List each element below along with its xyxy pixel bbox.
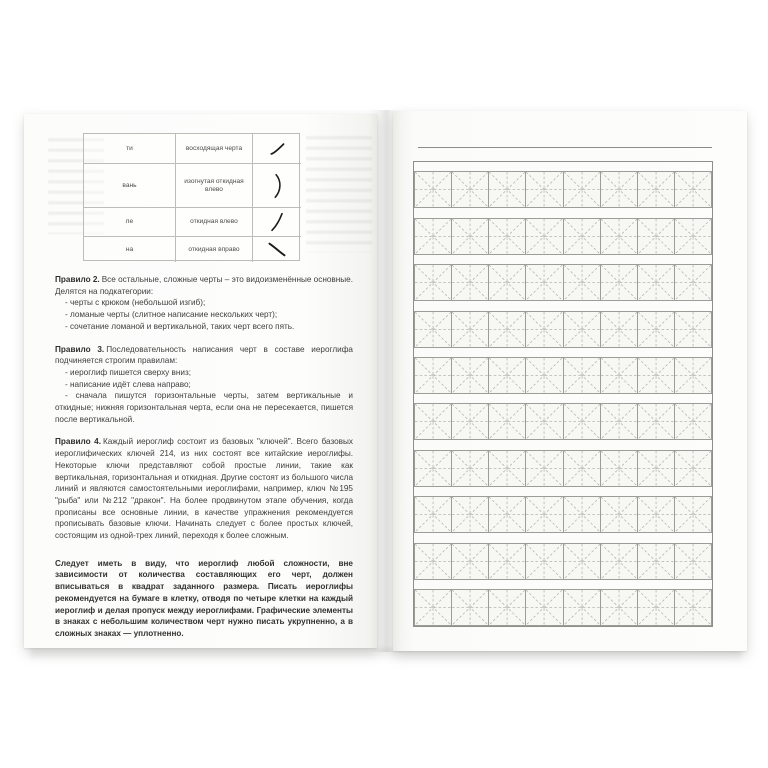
practice-cell — [525, 311, 563, 348]
practice-cell — [600, 218, 638, 255]
stroke-table — [83, 133, 300, 261]
practice-cell — [525, 171, 563, 208]
practice-cell — [674, 403, 712, 440]
practice-cell — [525, 589, 563, 626]
practice-cell — [414, 171, 452, 208]
practice-cell — [451, 496, 489, 533]
practice-cell — [414, 311, 452, 348]
practice-cell — [674, 264, 712, 301]
practice-cell — [451, 311, 489, 348]
practice-cell — [414, 450, 452, 487]
practice-cell — [637, 171, 675, 208]
practice-cell — [451, 218, 489, 255]
practice-cell — [525, 264, 563, 301]
practice-cell — [488, 264, 526, 301]
bullet-item: - написание идёт слева направо; — [65, 379, 191, 389]
grid-spacer-band — [414, 580, 712, 589]
practice-cell — [414, 403, 452, 440]
practice-cell — [637, 311, 675, 348]
practice-cell — [674, 218, 712, 255]
practice-cell — [563, 218, 601, 255]
left-page — [24, 114, 377, 648]
practice-cell — [451, 543, 489, 580]
rule-3-body: Последовательность написания черт в составе иероглифа подчиняется строгим правилам: — [55, 344, 353, 366]
note-paragraph — [55, 558, 353, 640]
practice-cell — [488, 218, 526, 255]
practice-cell — [488, 403, 526, 440]
practice-cell — [600, 496, 638, 533]
curved-left-falling-stroke-icon — [270, 173, 284, 199]
practice-cell — [600, 171, 638, 208]
practice-cell — [600, 403, 638, 440]
practice-cell — [637, 589, 675, 626]
practice-cell — [637, 403, 675, 440]
practice-row — [414, 496, 712, 533]
practice-cell — [451, 357, 489, 394]
practice-cell — [414, 589, 452, 626]
stroke-description-cell: откидная влево — [176, 208, 253, 237]
practice-cell — [600, 357, 638, 394]
stroke-description-cell: изогнутая откидная влево — [176, 164, 253, 208]
practice-cell — [451, 450, 489, 487]
practice-cell — [525, 543, 563, 580]
practice-cell — [563, 543, 601, 580]
rules-text-column — [55, 274, 353, 651]
stroke-glyph-cell — [253, 208, 301, 237]
practice-row — [414, 589, 712, 626]
grid-spacer-band — [414, 255, 712, 264]
practice-cell — [414, 496, 452, 533]
practice-cell — [600, 543, 638, 580]
stroke-glyph-cell — [253, 134, 301, 164]
practice-cell — [525, 450, 563, 487]
practice-cell — [674, 357, 712, 394]
practice-cell — [600, 450, 638, 487]
practice-cell — [488, 496, 526, 533]
stroke-glyph-cell — [253, 164, 301, 208]
practice-cell — [525, 496, 563, 533]
rule-4-body: Каждый иероглиф состоит из базовых "ключей". Всего базовых иероглифических ключей 214, из них состоят все китайские иероглифы. Некоторые ключи представляют собой простые линии, такие как вертикальная, горизонтальная и откидная. Другие состоят из большого числа линий и являются самостоятельными иероглифами, например, ключ №195 "рыба" или №212 "дракон". На более продвинутом этапе обучения, когда прописаны все основные линии, в качестве упражнения рекомендуется прописывать базовые ключи. Начинать следует с более простых ключей, состоящим из одной-трех линий, переходя к более сложным. — [55, 437, 353, 541]
header-rule — [418, 147, 712, 148]
right-page — [393, 111, 747, 651]
stroke-name-cell: вань — [84, 164, 176, 208]
practice-cell — [563, 589, 601, 626]
grid-spacer-band — [414, 394, 712, 403]
practice-cell — [414, 543, 452, 580]
stroke-name-cell: на — [84, 237, 176, 262]
stroke-glyph-cell — [253, 237, 301, 262]
rule-2-paragraph — [55, 274, 353, 333]
rising-stroke-icon — [268, 141, 286, 157]
right-falling-stroke-icon — [267, 241, 287, 258]
practice-row — [414, 311, 712, 348]
bullet-item: - черты с крюком (небольшой изгиб); — [65, 298, 206, 308]
practice-row — [414, 403, 712, 440]
practice-cell — [563, 357, 601, 394]
practice-cell — [488, 543, 526, 580]
practice-cell — [600, 264, 638, 301]
grid-spacer-band — [414, 301, 712, 310]
practice-cell — [637, 264, 675, 301]
practice-row — [414, 450, 712, 487]
practice-cell — [414, 218, 452, 255]
practice-cell — [674, 171, 712, 208]
rule-3-paragraph — [55, 344, 353, 426]
bullet-item: - ломаные черты (слитное написание нескольких черт); — [65, 310, 278, 320]
practice-cell — [674, 589, 712, 626]
practice-grid — [413, 161, 713, 627]
rule-2-body: Все остальные, сложные черты – это видоизменённые основные. Делятся на подкатегории: — [55, 275, 353, 296]
practice-cell — [488, 311, 526, 348]
rule-4-paragraph — [55, 436, 353, 541]
practice-cell — [563, 311, 601, 348]
grid-spacer-band — [414, 440, 712, 449]
practice-cell — [637, 357, 675, 394]
practice-cell — [414, 357, 452, 394]
practice-cell — [674, 496, 712, 533]
bullet-item: - сначала пишутся горизонтальные черты, затем вертикальные и откидные; нижняя горизонтальная черта, если она не пересекается, пишется после вертикальной. — [55, 391, 353, 424]
practice-cell — [600, 311, 638, 348]
practice-cell — [637, 450, 675, 487]
practice-cell — [525, 403, 563, 440]
practice-cell — [414, 264, 452, 301]
practice-cell — [488, 171, 526, 208]
practice-cell — [563, 403, 601, 440]
practice-row — [414, 264, 712, 301]
practice-cell — [488, 589, 526, 626]
grid-spacer-band — [414, 208, 712, 217]
practice-cell — [488, 450, 526, 487]
grid-spacer-band — [414, 487, 712, 496]
stroke-description-cell: восходящая черта — [176, 134, 253, 164]
practice-cell — [451, 589, 489, 626]
practice-cell — [451, 264, 489, 301]
grid-spacer-band — [414, 162, 712, 171]
practice-row — [414, 171, 712, 208]
practice-cell — [637, 218, 675, 255]
stroke-description-cell: откидная вправо — [176, 237, 253, 262]
practice-cell — [488, 357, 526, 394]
rule-2-heading: Правило 2. — [55, 275, 100, 284]
practice-row — [414, 357, 712, 394]
stroke-name-cell: пе — [84, 208, 176, 237]
practice-row — [414, 543, 712, 580]
stroke-name-cell: ти — [84, 134, 176, 164]
practice-cell — [637, 496, 675, 533]
rule-4-heading: Правило 4. — [55, 437, 101, 447]
practice-cell — [563, 264, 601, 301]
practice-cell — [674, 311, 712, 348]
grid-spacer-band — [414, 533, 712, 542]
practice-cell — [451, 403, 489, 440]
practice-cell — [525, 218, 563, 255]
practice-cell — [674, 543, 712, 580]
practice-cell — [563, 450, 601, 487]
practice-cell — [563, 171, 601, 208]
bullet-item: - иероглиф пишется сверху вниз; — [65, 367, 192, 377]
practice-cell — [525, 357, 563, 394]
practice-row — [414, 218, 712, 255]
ghost-text — [306, 136, 372, 252]
rule-3-heading: Правило 3. — [55, 344, 105, 354]
grid-spacer-band — [414, 348, 712, 357]
practice-cell — [674, 450, 712, 487]
practice-cell — [600, 589, 638, 626]
practice-cell — [637, 543, 675, 580]
note-body: Следует иметь в виду, что иероглиф любой сложности, вне зависимости от количества составляющих его черт, должен вписываться в квадрат заданного размера. Писать иероглифы рекомендуется на бумаге в клетку, отводя по четыре клетки на каждый иероглиф и делая пропуск между иероглифами. Графические элементы в знаках с небольшим количеством черт нужно писать укрупненно, а в сложных знаках — уплотненно. — [55, 558, 353, 638]
left-falling-stroke-icon — [269, 212, 285, 232]
practice-cell — [563, 496, 601, 533]
practice-cell — [451, 171, 489, 208]
bullet-item: - сочетание ломаной и вертикальной, таких черт всего пять. — [65, 321, 295, 331]
